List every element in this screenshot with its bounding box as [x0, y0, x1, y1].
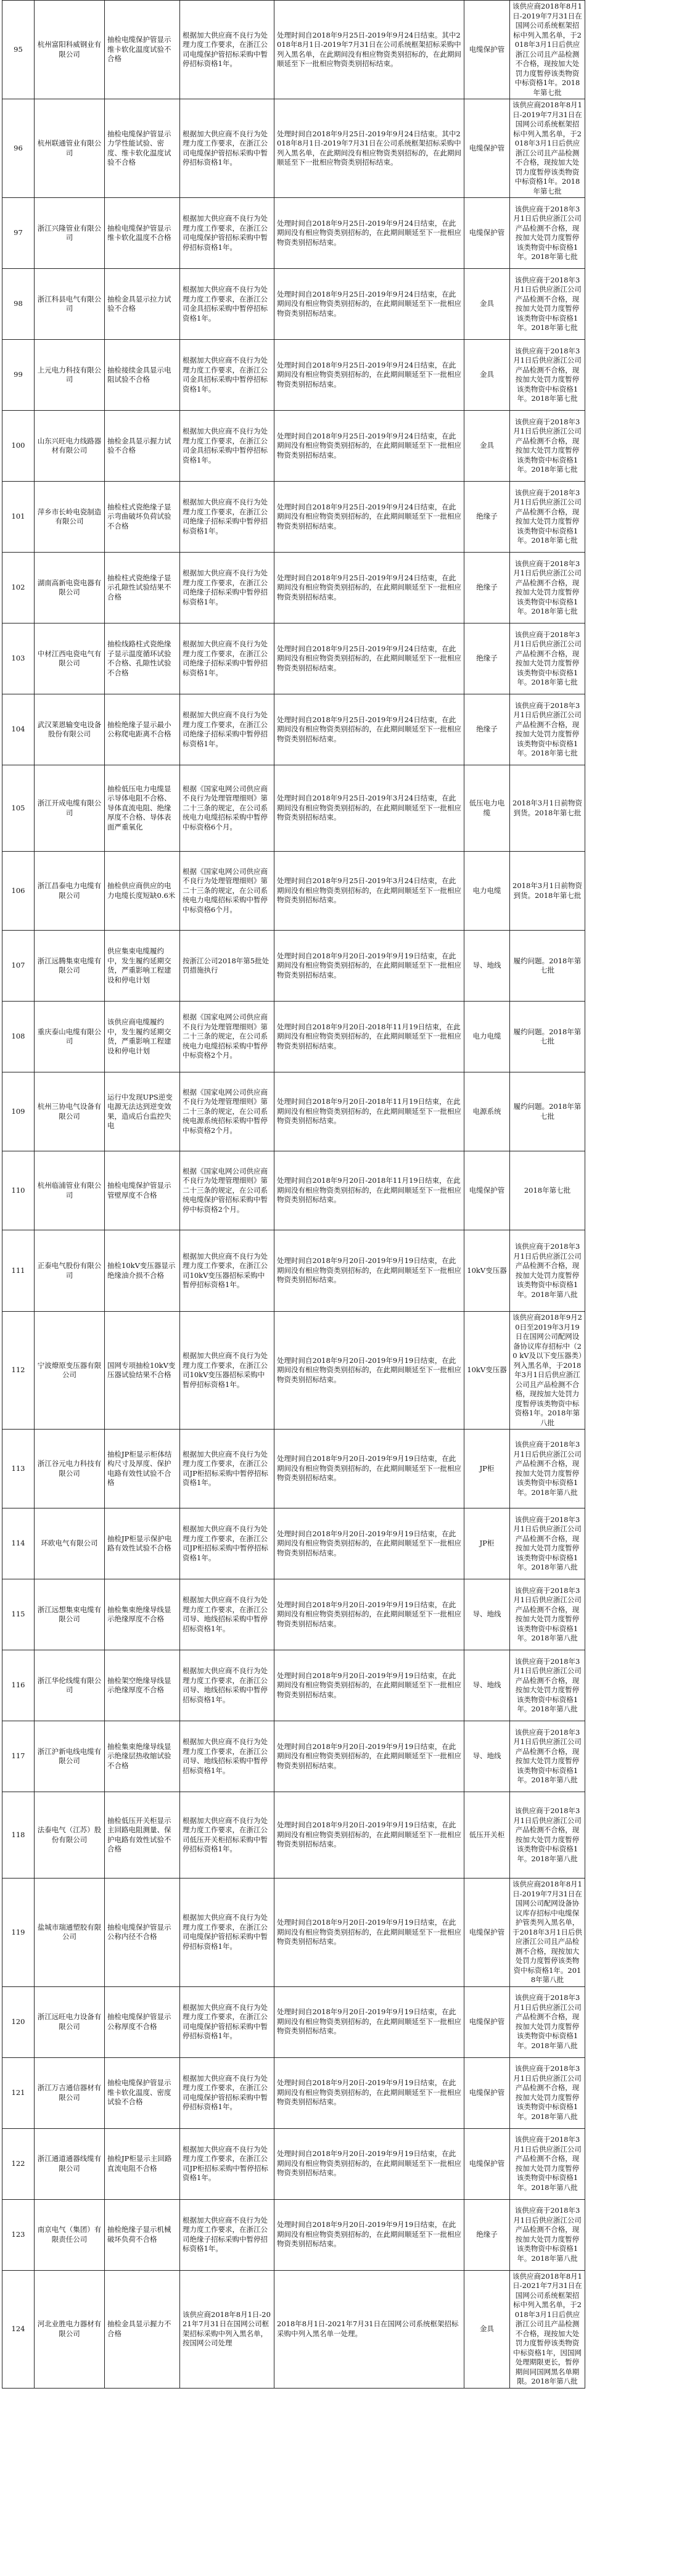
penalty-period: 处理时间自2018年9月20日-2019年9月19日结束，在此期间没有相应物资类别招标的，在此期间顺延至下一批相应物资类别招标结束。	[274, 1230, 464, 1312]
row-number: 102	[2, 553, 35, 623]
penalty-basis: 按浙江公司2018年第5批处罚措施执行	[180, 931, 274, 1002]
remark: 该供应商于2018年3月1日后供应浙江公司产品检测不合格，现按加大处罚力度暂停该类物资中标资格1年。2018年第七批	[510, 411, 585, 482]
row-number: 119	[2, 1879, 35, 1987]
remark: 2018年第七批	[510, 1151, 585, 1230]
row-number: 121	[2, 2057, 35, 2128]
penalty-basis: 根据加大供应商不良行为处理力度工作要求，在浙江公司电缆保护管招标采购中暂停招标资格1年。	[180, 198, 274, 269]
row-number: 111	[2, 1230, 35, 1312]
supplier-name: 浙江科县电气有限公司	[35, 269, 105, 340]
table-row	[2, 2128, 678, 2199]
row-number: 109	[2, 1072, 35, 1151]
violation-reason: 抽检电缆保护管显示公称厚度不合格	[105, 1986, 180, 2057]
remark: 2018年3月1日前物资到货。2018年第七批	[510, 765, 585, 852]
table-row	[2, 1151, 678, 1230]
row-number: 97	[2, 198, 35, 269]
supplier-name: 浙江兴隆管业有限公司	[35, 198, 105, 269]
supplier-name: 法泰电气（江苏）股份有限公司	[35, 1792, 105, 1879]
supplier-name: 浙江远旺电力设备有限公司	[35, 1986, 105, 2057]
table-row	[2, 198, 678, 269]
supplier-name: 浙江谷元电力科技有限公司	[35, 1430, 105, 1508]
remark: 履约问题。2018年第七批	[510, 1072, 585, 1151]
supplier-name: 浙江远腾集束电缆有限公司	[35, 931, 105, 1002]
table-row	[2, 1, 678, 99]
penalty-period: 处理时间自2018年9月20日-2019年9月19日结束，在此期间没有相应物资类别招标的，在此期间顺延至下一批相应物资类别招标结束。	[274, 931, 464, 1002]
remark: 该供应商于2018年3月1日后供应浙江公司产品检测不合格，现按加大处罚力度暂停该类物资中标资格1年。2018年第七批	[510, 553, 585, 623]
table-row	[2, 852, 678, 931]
penalty-basis: 根据加大供应商不良行为处理力度工作要求，在浙江公司绝缘子招标采购中暂停招标资格1年。	[180, 623, 274, 694]
material-category: 绝缘子	[464, 2199, 510, 2270]
row-number: 123	[2, 2199, 35, 2270]
penalty-period: 2018年8月1日-2021年7月31日在国网公司系统框架招标采购中列入黑名单一处理。	[274, 2270, 464, 2388]
table-row	[2, 2199, 678, 2270]
row-number: 112	[2, 1312, 35, 1430]
penalty-basis: 根据加大供应商不良行为处理力度工作要求，在浙江公司导、地线招标采购中暂停招标资格1年。	[180, 1721, 274, 1792]
penalty-basis: 根据加大供应商不良行为处理力度工作要求，在浙江公司导、地线招标采购中暂停招标资格1年。	[180, 1579, 274, 1650]
penalty-period: 处理时间自2018年9月25日-2019年9月24日结束，在此期间没有相应物资类别招标的，在此期间顺延至下一批相应物资类别招标结束。	[274, 198, 464, 269]
violation-reason: 抽检电缆保护管显示管壁厚度不合格	[105, 1151, 180, 1230]
penalty-period: 处理时间自2018年9月25日-2019年9月24日结束，在此期间没有相应物资类别招标的，在此期间顺延至下一批相应物资类别招标结束。	[274, 269, 464, 340]
supplier-name: 浙江昌泰电力电缆有限公司	[35, 852, 105, 931]
supplier-name: 杭州临浦管业有限公司	[35, 1151, 105, 1230]
material-category: 电力电缆	[464, 1002, 510, 1072]
row-number: 105	[2, 765, 35, 852]
penalty-basis: 根据加大供应商不良行为处理力度工作要求，在浙江公司绝缘子招标采购中暂停招标资格1年。	[180, 694, 274, 765]
penalty-basis: 根据加大供应商不良行为处理力度工作要求，在浙江公司10kV变压器招标采购中暂停招标资格1年。	[180, 1312, 274, 1430]
penalty-period: 处理时间自2018年9月25日-2019年9月24日结束，在此期间没有相应物资类别招标的，在此期间顺延至下一批相应物资类别招标结束。	[274, 482, 464, 553]
table-row	[2, 1508, 678, 1579]
remark: 该供应商于2018年3月1日后供应浙江公司产品检测不合格，现按加大处罚力度暂停该类物资中标资格1年。2018年第八批	[510, 1508, 585, 1579]
remark: 该供应商于2018年3月1日后供应浙江公司产品检测不合格，现按加大处罚力度暂停该类物资中标资格1年。2018年第八批	[510, 1579, 585, 1650]
material-category: 电缆保护管	[464, 1151, 510, 1230]
material-category: 电源系统	[464, 1072, 510, 1151]
violation-reason: 抽检架空绝缘导线显示绝缘厚度不合格	[105, 1650, 180, 1721]
supplier-name: 山东兴旺电力线路器材有限公司	[35, 411, 105, 482]
remark: 该供应商于2018年3月1日后供应浙江公司产品检测不合格，现按加大处罚力度暂停该类物资中标资格1年。2018年第八批	[510, 2199, 585, 2270]
table-row	[2, 1230, 678, 1312]
table-row	[2, 931, 678, 1002]
material-category: JP柜	[464, 1508, 510, 1579]
violation-reason: 运行中发现UPS逆变电源无法达到逆变效果，造成后台监控失电	[105, 1072, 180, 1151]
table-row	[2, 1312, 678, 1430]
material-category: 低压电力电缆	[464, 765, 510, 852]
material-category: 导、地线	[464, 931, 510, 1002]
row-number: 113	[2, 1430, 35, 1508]
supplier-name: 浙江沪新电线电缆有限公司	[35, 1721, 105, 1792]
remark: 该供应商于2018年3月1日后供应浙江公司产品检测不合格，现按加大处罚力度暂停该类物资中标资格1年。2018年第七批	[510, 198, 585, 269]
table-row	[2, 2270, 678, 2388]
supplier-name: 浙江华伦线缆有限公司	[35, 1650, 105, 1721]
row-number: 95	[2, 1, 35, 99]
remark: 该供应商2018年8月1日-2021年7月31日在国网公司系统框架招标中列入黑名单，于2018年3月1日后供应浙江公司且产品检测不合格，现按加大处罚力度暂停该类物资中标资格1年，因国网处理期限更长，暂停期间同国网黑名单期限。2018年第八批	[510, 2270, 585, 2388]
table-row	[2, 765, 678, 852]
table-row	[2, 1879, 678, 1987]
table-row	[2, 1650, 678, 1721]
penalty-basis: 根据加大供应商不良行为处理力度工作要求，在浙江公司金具招标采购中暂停招标资格1年。	[180, 269, 274, 340]
penalty-basis: 根据加大供应商不良行为处理力度工作要求，在浙江公司导、地线招标采购中暂停招标资格1年。	[180, 1650, 274, 1721]
supplier-name: 浙江通道通器线缆有限公司	[35, 2128, 105, 2199]
remark: 该供应商于2018年3月1日后供应浙江公司产品检测不合格，现按加大处罚力度暂停该类物资中标资格1年。2018年第七批	[510, 482, 585, 553]
penalty-period: 处理时间自2018年9月25日-2019年3月24日结束，在此期间没有相应物资类别招标的，在此期间顺延至下一批相应物资类别招标结束。	[274, 765, 464, 852]
penalty-period: 处理时间自2018年9月25日-2019年9月24日结束，在此期间没有相应物资类别招标的，在此期间顺延至下一批相应物资类别招标结束。	[274, 340, 464, 411]
remark: 履约问题。2018年第七批	[510, 1002, 585, 1072]
penalty-period: 处理时间自2018年9月20日-2018年11月19日结束，在此期间没有相应物资类别招标的，在此期间顺延至下一批相应物资类别招标结束。	[274, 1072, 464, 1151]
table-row	[2, 1430, 678, 1508]
row-number: 117	[2, 1721, 35, 1792]
penalty-period: 处理时间自2018年9月20日-2019年9月19日结束，在此期间没有相应物资类别招标的，在此期间顺延至下一批相应物资类别招标结束。	[274, 2199, 464, 2270]
row-number: 116	[2, 1650, 35, 1721]
supplier-name: 盐城市瑞通塑胶有限公司	[35, 1879, 105, 1987]
penalty-basis: 根据加大供应商不良行为处理力度工作要求，在浙江公司电缆保护管招标采购中暂停招标资格1年。	[180, 1879, 274, 1987]
supplier-name: 湖南高新电瓷电器有限公司	[35, 553, 105, 623]
table-row	[2, 623, 678, 694]
material-category: 电缆保护管	[464, 2128, 510, 2199]
supplier-name: 杭州三协电气设备有限公司	[35, 1072, 105, 1151]
row-number: 103	[2, 623, 35, 694]
supplier-name: 浙江远想集束电缆有限公司	[35, 1579, 105, 1650]
row-number: 114	[2, 1508, 35, 1579]
row-number: 104	[2, 694, 35, 765]
remark: 2018年3月1日前物资到货。2018年第七批	[510, 852, 585, 931]
penalty-table	[2, 0, 678, 2389]
supplier-name: 杭州联通管业有限公司	[35, 99, 105, 198]
material-category: 导、地线	[464, 1579, 510, 1650]
remark: 该供应商于2018年3月1日后供应浙江公司产品检测不合格，现按加大处罚力度暂停该类物资中标资格1年。2018年第八批	[510, 1650, 585, 1721]
material-category: 金具	[464, 340, 510, 411]
supplier-name: 杭州富阳科威钢业有限公司	[35, 1, 105, 99]
penalty-period: 处理时间自2018年9月20日-2019年9月19日结束，在此期间没有相应物资类别招标的，在此期间顺延至下一批相应物资类别招标结束。	[274, 1312, 464, 1430]
penalty-period: 处理时间自2018年9月20日-2019年9月19日结束，在此期间没有相应物资类别招标的，在此期间顺延至下一批相应物资类别招标结束。	[274, 1430, 464, 1508]
penalty-period: 处理时间自2018年9月20日-2019年9月19日结束，在此期间没有相应物资类别招标的，在此期间顺延至下一批相应物资类别招标结束。	[274, 1508, 464, 1579]
violation-reason: 抽检绝缘子显示机械破坏负荷不合格	[105, 2199, 180, 2270]
penalty-period: 处理时间自2018年9月20日-2019年9月19日结束，在此期间没有相应物资类别招标的，在此期间顺延至下一批相应物资类别招标结束。	[274, 1879, 464, 1987]
table-row	[2, 1986, 678, 2057]
table-row	[2, 411, 678, 482]
penalty-period: 处理时间自2018年9月25日-2019年9月24日结束，在此期间没有相应物资类别招标的，在此期间顺延至下一批相应物资类别招标结束。	[274, 694, 464, 765]
penalty-basis: 根据《国家电网公司供应商不良行为处理管理细则》第二十三条的规定，在公司系统电力电缆招标采购中暂停中标资格2个月。	[180, 1002, 274, 1072]
violation-reason: 抽检10kV变压器显示绝缘油介损不合格	[105, 1230, 180, 1312]
remark: 该供应商2018年8月1日-2019年7月31日在国网公司系统框架招标中列入黑名单，于2018年3月1日后供应浙江公司且产品检测不合格，现按加大处罚力度暂停该类物资中标资格1年。2018年第七批	[510, 99, 585, 198]
material-category: 电缆保护管	[464, 99, 510, 198]
table-row	[2, 2057, 678, 2128]
table-row	[2, 1721, 678, 1792]
penalty-period: 处理时间自2018年9月20日-2018年11月19日结束，在此期间没有相应物资类别招标的，在此期间顺延至下一批相应物资类别招标结束。	[274, 1002, 464, 1072]
remark: 该供应商2018年8月1日-2019年7月31日在国网公司配网设备协议库存招标中电缆保护管类列入黑名单，于2018年3月1日后供应浙江公司且产品检测不合格，现按加大处罚力度暂停该类物资中标资格1年。2018年第八批	[510, 1879, 585, 1987]
material-category: 电缆保护管	[464, 1879, 510, 1987]
violation-reason: 抽检集束绝缘导线显示绝缘层热收缩试验不合格	[105, 1721, 180, 1792]
row-number: 118	[2, 1792, 35, 1879]
row-number: 98	[2, 269, 35, 340]
penalty-period: 处理时间自2018年9月25日-2019年9月24日结束，在此期间没有相应物资类别招标的，在此期间顺延至下一批相应物资类别招标结束。	[274, 623, 464, 694]
penalty-basis: 根据加大供应商不良行为处理力度工作要求，在浙江公司电缆保护管招标采购中暂停招标资格1年。	[180, 2057, 274, 2128]
material-category: 10kV变压器	[464, 1312, 510, 1430]
material-category: 绝缘子	[464, 482, 510, 553]
violation-reason: 抽检柱式瓷绝缘子显示孔隙性试验结果不合格	[105, 553, 180, 623]
material-category: 10kV变压器	[464, 1230, 510, 1312]
penalty-table-body	[2, 1, 678, 2389]
row-number: 124	[2, 2270, 35, 2388]
row-number: 101	[2, 482, 35, 553]
material-category: JP柜	[464, 1430, 510, 1508]
table-row	[2, 1792, 678, 1879]
violation-reason: 抽检低压开关柜显示主回路电阻测量、保护电路有效性试验不合格	[105, 1792, 180, 1879]
remark: 该供应商于2018年3月1日后供应浙江公司产品检测不合格，现按加大处罚力度暂停该类物资中标资格1年。2018年第七批	[510, 269, 585, 340]
material-category: 低压开关柜	[464, 1792, 510, 1879]
supplier-name: 南京电气（集团）有限责任公司	[35, 2199, 105, 2270]
penalty-basis: 根据加大供应商不良行为处理力度工作要求，在浙江公司JP柜招标采购中暂停招标资格1年。	[180, 2128, 274, 2199]
row-number: 106	[2, 852, 35, 931]
violation-reason: 抽检金具显示拉力试验不合格	[105, 269, 180, 340]
penalty-basis: 根据加大供应商不良行为处理力度工作要求，在浙江公司绝缘子招标采购中暂停招标资格1年。	[180, 2199, 274, 2270]
remark: 该供应商于2018年3月1日后供应浙江公司产品检测不合格，现按加大处罚力度暂停该类物资中标资格1年。2018年第八批	[510, 2128, 585, 2199]
supplier-name: 河北业胜电力器材有限公司	[35, 2270, 105, 2388]
table-row	[2, 1072, 678, 1151]
material-category: 绝缘子	[464, 553, 510, 623]
table-row	[2, 1579, 678, 1650]
remark: 该供应商于2018年3月1日后供应浙江公司产品检测不合格，现按加大处罚力度暂停该类物资中标资格1年。2018年第七批	[510, 340, 585, 411]
penalty-period: 处理时间自2018年9月20日-2019年9月19日结束，在此期间没有相应物资类别招标的，在此期间顺延至下一批相应物资类别招标结束。	[274, 1721, 464, 1792]
penalty-period: 处理时间自2018年9月25日-2019年9月24日结束。其中2018年8月1日-2019年7月31日在公司系统框架招标采购中列入黑名单，在此期间没有相应物资类别招标的，在此期间顺延至下一批相应物资类别招标结束。	[274, 99, 464, 198]
supplier-name: 中材江西电瓷电气有限公司	[35, 623, 105, 694]
material-category: 绝缘子	[464, 694, 510, 765]
penalty-basis: 根据加大供应商不良行为处理力度工作要求，在浙江公司金具招标采购中暂停招标资格1年。	[180, 340, 274, 411]
violation-reason: 抽检集束绝缘导线显示绝缘厚度不合格	[105, 1579, 180, 1650]
penalty-period: 处理时间自2018年9月20日-2019年9月19日结束，在此期间没有相应物资类别招标的，在此期间顺延至下一批相应物资类别招标结束。	[274, 1650, 464, 1721]
violation-reason: 抽检电缆保护管显示力学性能试验、密度、维卡软化温度试验不合格	[105, 99, 180, 198]
remark: 该供应商于2018年3月1日后供应浙江公司产品检测不合格，现按加大处罚力度暂停该类物资中标资格1年。2018年第八批	[510, 1230, 585, 1312]
row-number: 100	[2, 411, 35, 482]
material-category: 电力电缆	[464, 852, 510, 931]
material-category: 绝缘子	[464, 623, 510, 694]
table-row	[2, 99, 678, 198]
violation-reason: 抽检JP柜显示保护电路有效性试验不合格	[105, 1508, 180, 1579]
supplier-name: 重庆泰山电缆有限公司	[35, 1002, 105, 1072]
penalty-period: 处理时间自2018年9月20日-2019年9月19日结束，在此期间没有相应物资类别招标的，在此期间顺延至下一批相应物资类别招标结束。	[274, 2057, 464, 2128]
remark: 该供应商2018年8月1日-2019年7月31日在国网公司系统框架招标中列入黑名单，于2018年3月1日后供应浙江公司且产品检测不合格，现按加大处罚力度暂停该类物资中标资格1年。2018年第七批	[510, 1, 585, 99]
remark: 该供应商于2018年3月1日后供应浙江公司产品检测不合格，现按加大处罚力度暂停该类物资中标资格1年。2018年第八批	[510, 1792, 585, 1879]
violation-reason: 该供应商电缆履约中，发生履约延期交货，严重影响工程建设和停电计划	[105, 1002, 180, 1072]
violation-reason: 国网专项抽检10kV变压器试验结果不合格	[105, 1312, 180, 1430]
violation-reason: 抽检电缆保护管显示维卡软化温度不合格	[105, 198, 180, 269]
row-number: 110	[2, 1151, 35, 1230]
penalty-basis: 根据《国家电网公司供应商不良行为处理管理细则》第二十三条的规定，在公司系统电缆保护管招标采购中暂停中标资格2个月。	[180, 1151, 274, 1230]
material-category: 金具	[464, 2270, 510, 2388]
material-category: 电缆保护管	[464, 1986, 510, 2057]
violation-reason: 抽检柱式瓷绝缘子显示弯曲破坏负荷试验不合格	[105, 482, 180, 553]
row-number: 99	[2, 340, 35, 411]
material-category: 导、地线	[464, 1721, 510, 1792]
row-number: 108	[2, 1002, 35, 1072]
supplier-name: 上元电力科技有限公司	[35, 340, 105, 411]
remark: 该供应商于2018年3月1日后供应浙江公司产品检测不合格，现按加大处罚力度暂停该类物资中标资格1年。2018年第八批	[510, 1721, 585, 1792]
row-number: 96	[2, 99, 35, 198]
table-row	[2, 553, 678, 623]
table-row	[2, 269, 678, 340]
penalty-period: 处理时间自2018年9月20日-2019年9月19日结束，在此期间没有相应物资类别招标的，在此期间顺延至下一批相应物资类别招标结束。	[274, 1986, 464, 2057]
penalty-period: 处理时间自2018年9月25日-2019年9月24日结束，在此期间没有相应物资类别招标的，在此期间顺延至下一批相应物资类别招标结束。	[274, 411, 464, 482]
violation-reason: 抽检电缆保护管显示维卡软化温度试验不合格	[105, 1, 180, 99]
material-category: 导、地线	[464, 1650, 510, 1721]
penalty-basis: 根据加大供应商不良行为处理力度工作要求，在浙江公司JP柜招标采购中暂停招标资格1年。	[180, 1508, 274, 1579]
remark: 该供应商于2018年3月1日后供应浙江公司产品检测不合格，现按加大处罚力度暂停该类物资中标资格1年。2018年第七批	[510, 694, 585, 765]
violation-reason: 供应集束电缆履约中，发生履约延期交货，严重影响工程建设和停电计划	[105, 931, 180, 1002]
remark: 该供应商2018年9月20日至2019年3月19日在国网公司配网设备协议库存招标中（20 kV及以下变压器类）列入黑名单，于2018年3月1日后供应浙江公司且产品检测不合格，现按加大处罚力度暂停该类物资中标资格1年。2018年第八批	[510, 1312, 585, 1430]
penalty-period: 处理时间自2018年9月20日-2019年9月19日结束，在此期间没有相应物资类别招标的，在此期间顺延至下一批相应物资类别招标结束。	[274, 1792, 464, 1879]
remark: 该供应商于2018年3月1日后供应浙江公司产品检测不合格，现按加大处罚力度暂停该类物资中标资格1年。2018年第八批	[510, 2057, 585, 2128]
supplier-name: 浙江开成电缆有限公司	[35, 765, 105, 852]
remark: 该供应商于2018年3月1日后供应浙江公司产品检测不合格，现按加大处罚力度暂停该类物资中标资格1年。2018年第八批	[510, 1430, 585, 1508]
penalty-basis: 根据加大供应商不良行为处理力度工作要求，在浙江公司电缆保护管招标采购中暂停招标资格1年。	[180, 99, 274, 198]
remark: 该供应商于2018年3月1日后供应浙江公司产品检测不合格，现按加大处罚力度暂停该类物资中标资格1年。2018年第七批	[510, 623, 585, 694]
row-number: 115	[2, 1579, 35, 1650]
penalty-basis: 根据加大供应商不良行为处理力度工作要求，在浙江公司10kV变压器招标采购中暂停招标资格1年。	[180, 1230, 274, 1312]
penalty-period: 处理时间自2018年9月25日-2019年9月24日结束，在此期间没有相应物资类别招标的，在此期间顺延至下一批相应物资类别招标结束。	[274, 553, 464, 623]
material-category: 电缆保护管	[464, 1, 510, 99]
violation-reason: 抽检金具显示握力试验不合格	[105, 411, 180, 482]
supplier-name: 宁波燎原变压器有限公司	[35, 1312, 105, 1430]
violation-reason: 抽检接续金具显示电阻试验不合格	[105, 340, 180, 411]
penalty-basis: 根据加大供应商不良行为处理力度工作要求，在浙江公司电缆保护管招标采购中暂停招标资格1年。	[180, 1986, 274, 2057]
supplier-name: 浙江万吉通信器材有限公司	[35, 2057, 105, 2128]
table-row	[2, 694, 678, 765]
penalty-basis: 根据加大供应商不良行为处理力度工作要求，在浙江公司绝缘子招标采购中暂停招标资格1年。	[180, 482, 274, 553]
material-category: 金具	[464, 269, 510, 340]
violation-reason: 抽检电缆保护管显示维卡软化温度、密度试验不合格	[105, 2057, 180, 2128]
violation-reason: 抽检绝缘子显示最小公称爬电距离不合格	[105, 694, 180, 765]
penalty-basis: 根据《国家电网公司供应商不良行为处理管理细则》第二十三条的规定，在公司系统电力电缆招标采购中暂停中标资格6个月。	[180, 852, 274, 931]
violation-reason: 抽检供应商供应的电力电缆长度短缺0.6米	[105, 852, 180, 931]
supplier-name: 萍乡市长岭电瓷制造有限公司	[35, 482, 105, 553]
penalty-basis: 根据加大供应商不良行为处理力度工作要求，在浙江公司JP柜招标采购中暂停招标资格1年。	[180, 1430, 274, 1508]
remark: 履约问题。2018年第七批	[510, 931, 585, 1002]
table-row	[2, 1002, 678, 1072]
violation-reason: 抽检JP柜显示主回路直流电阻不合格	[105, 2128, 180, 2199]
penalty-basis: 根据加大供应商不良行为处理力度工作要求，在浙江公司低压开关柜招标采购中暂停招标资格1年。	[180, 1792, 274, 1879]
penalty-period: 处理时间自2018年9月25日-2019年3月24日结束，在此期间没有相应物资类别招标的，在此期间顺延至下一批相应物资类别招标结束。	[274, 852, 464, 931]
row-number: 107	[2, 931, 35, 1002]
penalty-basis: 根据加大供应商不良行为处理力度工作要求，在浙江公司电缆保护管招标采购中暂停招标资格1年。	[180, 1, 274, 99]
table-row	[2, 340, 678, 411]
penalty-period: 处理时间自2018年9月25日-2019年9月24日结束。其中2018年8月1日-2019年7月31日在公司系统框架招标采购中列入黑名单，在此期间没有相应物资类别招标的，在此期间顺延至下一批相应物资类别招标结束。	[274, 1, 464, 99]
violation-reason: 抽检低压电力电缆显示导体电阻不合格、导体直流电阻、绝缘厚度不合格、导体表面严重氧化	[105, 765, 180, 852]
penalty-basis: 根据加大供应商不良行为处理力度工作要求，在浙江公司金具招标采购中暂停招标资格1年。	[180, 411, 274, 482]
penalty-period: 处理时间自2018年9月20日-2019年9月19日结束，在此期间没有相应物资类别招标的，在此期间顺延至下一批相应物资类别招标结束。	[274, 2128, 464, 2199]
supplier-name: 正泰电气股份有限公司	[35, 1230, 105, 1312]
row-number: 122	[2, 2128, 35, 2199]
table-row	[2, 482, 678, 553]
material-category: 电缆保护管	[464, 2057, 510, 2128]
violation-reason: 抽检JP柜显示柜体结构尺寸及厚度、保护电路有效性试验不合格	[105, 1430, 180, 1508]
penalty-basis: 该供应商2018年8月1日-2021年7月31日在国网公司框架招标采购中列入黑名单，按国网公司处理	[180, 2270, 274, 2388]
penalty-period: 处理时间自2018年9月20日-2018年11月19日结束，在此期间没有相应物资类别招标的，在此期间顺延至下一批相应物资类别招标结束。	[274, 1151, 464, 1230]
violation-reason: 抽检金具显示握力不合格	[105, 2270, 180, 2388]
penalty-period: 处理时间自2018年9月20日-2019年9月19日结束，在此期间没有相应物资类别招标的，在此期间顺延至下一批相应物资类别招标结束。	[274, 1579, 464, 1650]
remark: 该供应商于2018年3月1日后供应浙江公司产品检测不合格，现按加大处罚力度暂停该类物资中标资格1年。2018年第八批	[510, 1986, 585, 2057]
penalty-basis: 根据《国家电网公司供应商不良行为处理管理细则》第二十三条的规定，在公司系统电力电缆招标采购中暂停中标资格6个月。	[180, 765, 274, 852]
violation-reason: 抽检线路柱式瓷绝缘子显示温度循环试验不合格、孔隙性试验不合格	[105, 623, 180, 694]
supplier-name: 武汉莱恩输变电设备股份有限公司	[35, 694, 105, 765]
violation-reason: 抽检电缆保护管显示公称内径不合格	[105, 1879, 180, 1987]
material-category: 金具	[464, 411, 510, 482]
material-category: 电缆保护管	[464, 198, 510, 269]
supplier-name: 环欧电气有限公司	[35, 1508, 105, 1579]
row-number: 120	[2, 1986, 35, 2057]
penalty-basis: 根据加大供应商不良行为处理力度工作要求，在浙江公司绝缘子招标采购中暂停招标资格1年。	[180, 553, 274, 623]
penalty-basis: 根据《国家电网公司供应商不良行为处理管理细则》第二十三条的规定，在公司系统电源系统招标采购中暂停中标资格2个月。	[180, 1072, 274, 1151]
